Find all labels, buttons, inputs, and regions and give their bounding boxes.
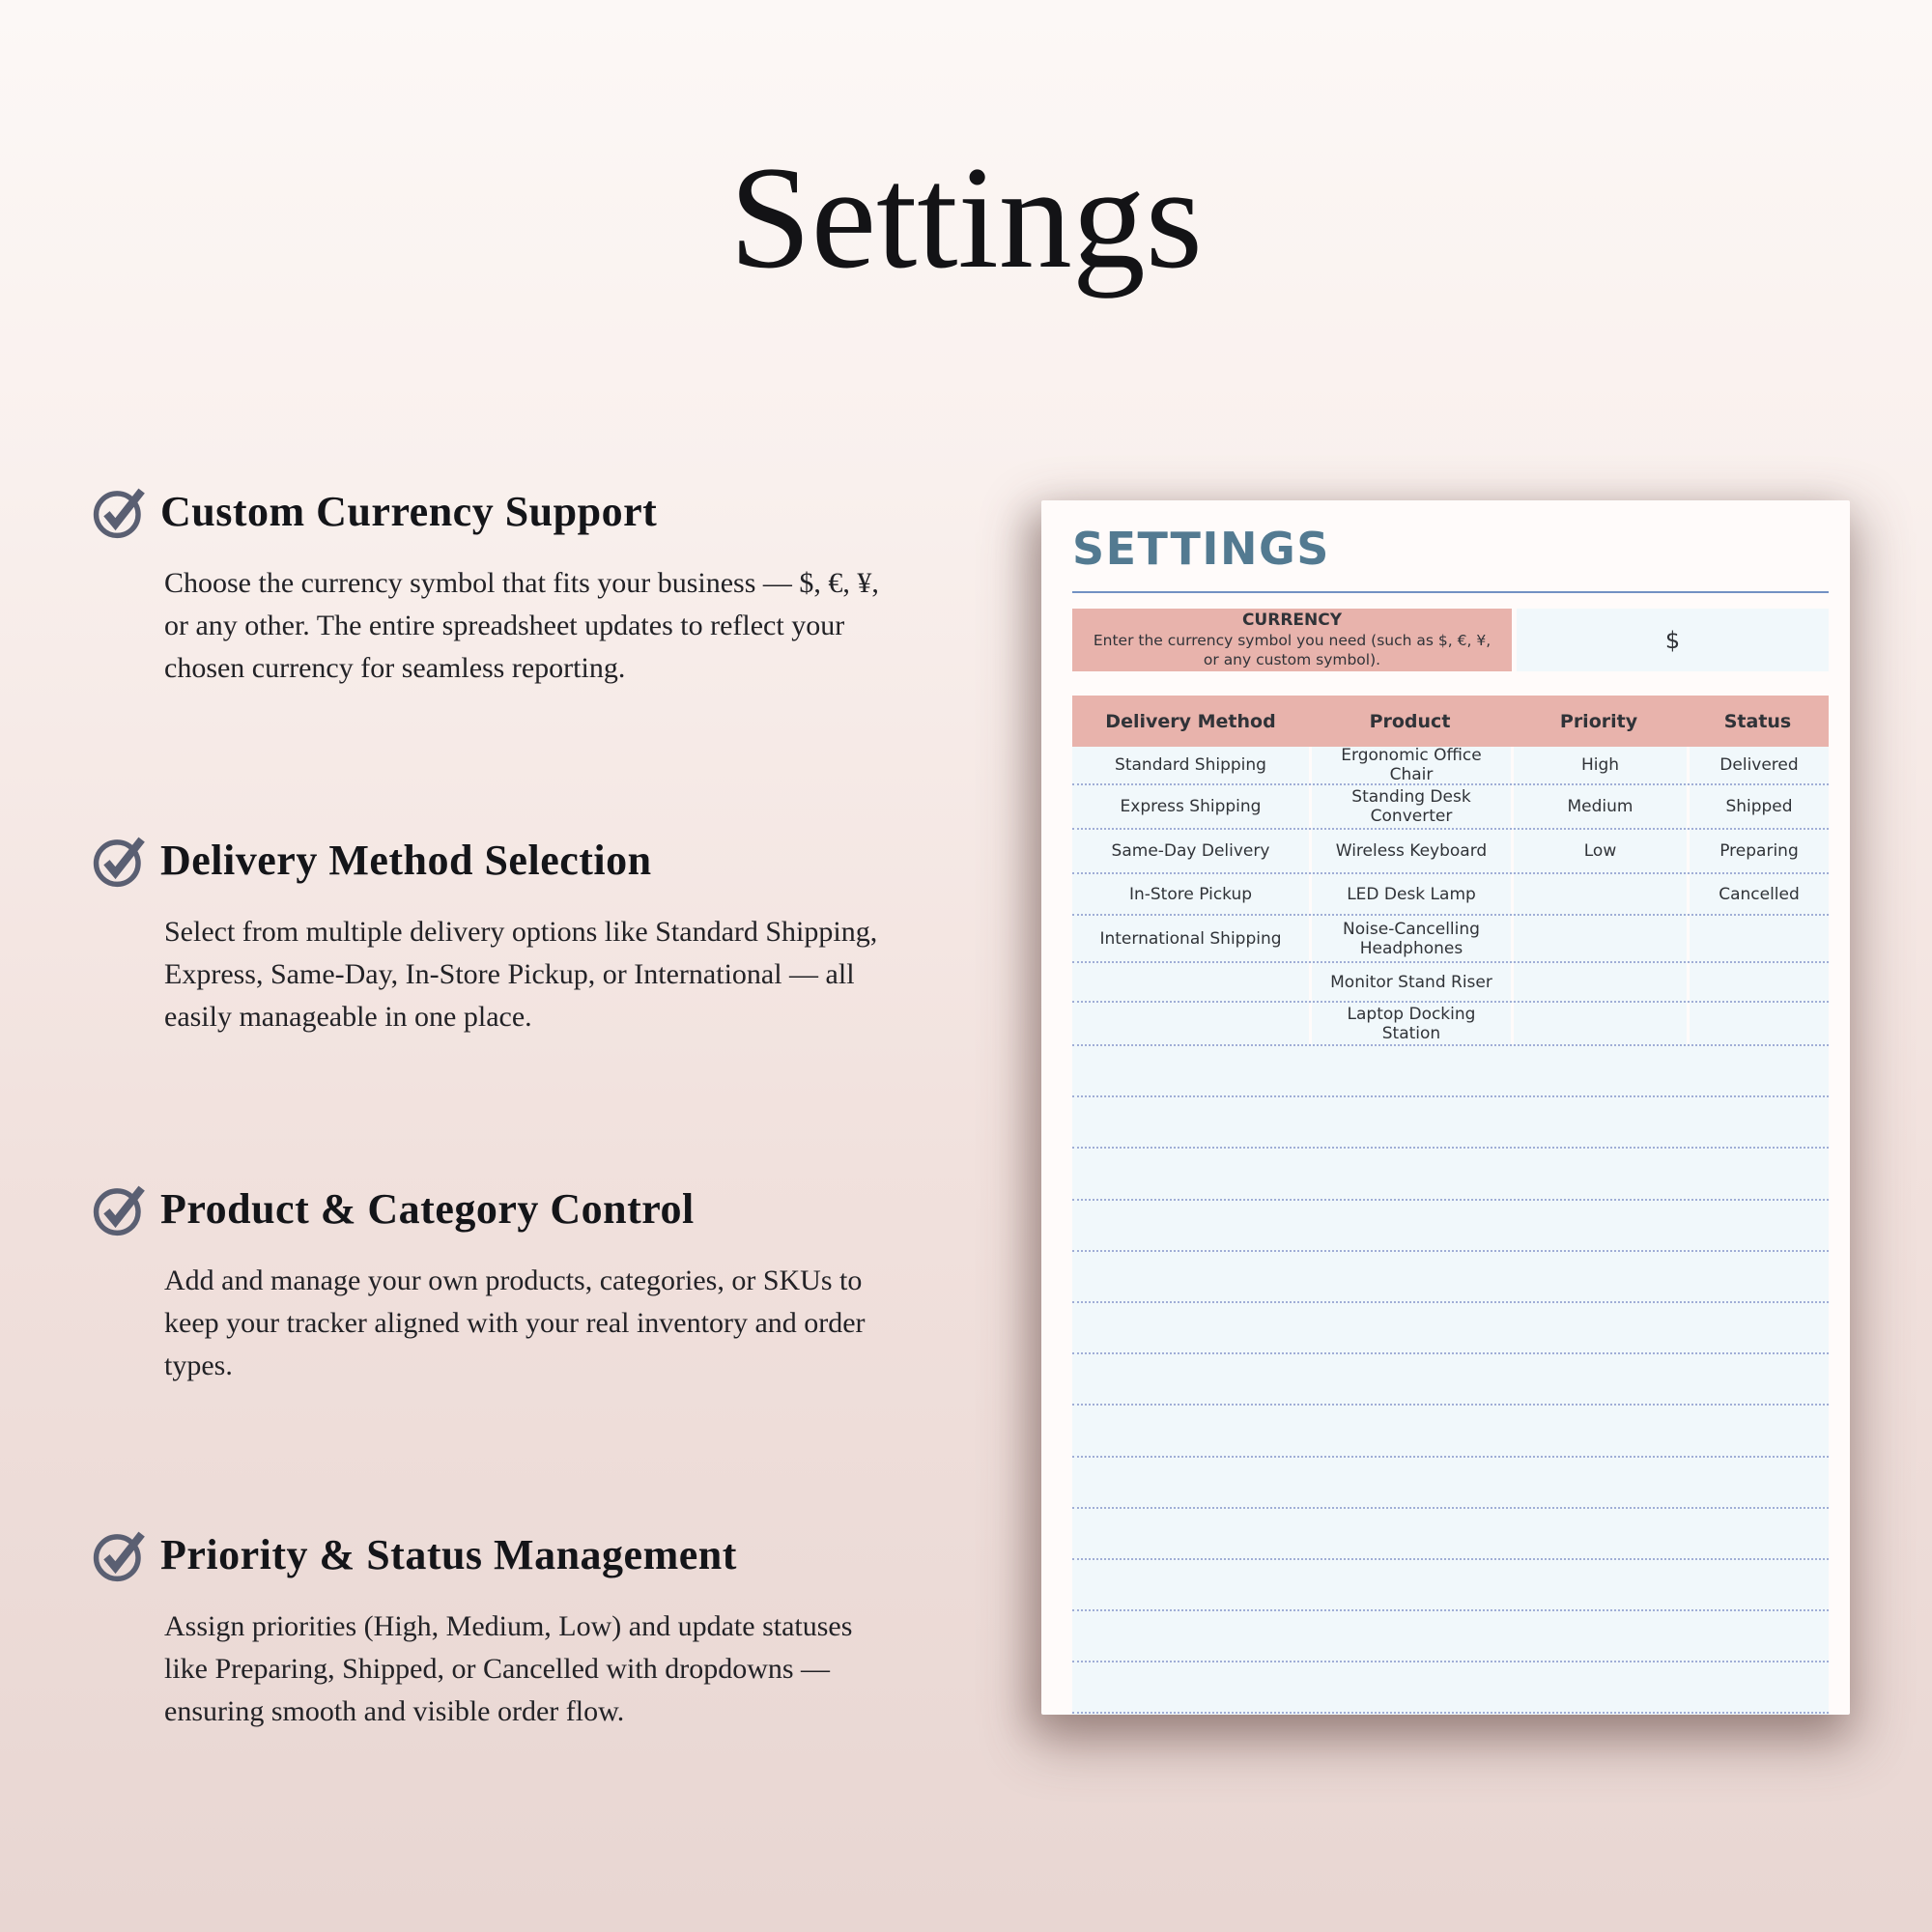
table-header-cell: Product bbox=[1369, 710, 1451, 732]
settings-table bbox=[1072, 696, 1829, 1715]
delivery-method-cell[interactable]: International Shipping bbox=[1099, 928, 1282, 949]
feature-item bbox=[92, 1180, 961, 1387]
table-row bbox=[1072, 785, 1829, 830]
priority-cell[interactable] bbox=[1511, 1003, 1687, 1044]
currency-description: Enter the currency symbol you need (such as $, €, ¥, or any custom symbol). bbox=[1093, 632, 1492, 668]
currency-label-cell bbox=[1072, 609, 1512, 671]
status-cell[interactable]: Shipped bbox=[1687, 785, 1829, 828]
feature-item bbox=[92, 1526, 961, 1733]
table-header-cell: Delivery Method bbox=[1105, 710, 1276, 732]
feature-item bbox=[92, 483, 961, 690]
table-header-cell: Priority bbox=[1559, 710, 1638, 732]
checkmark-icon bbox=[92, 832, 148, 888]
table-row bbox=[1072, 747, 1829, 785]
currency-label: CURRENCY bbox=[1241, 611, 1343, 630]
feature-body-line: easily manageable in one place. bbox=[164, 1001, 532, 1033]
feature-header bbox=[92, 1180, 961, 1236]
table-empty-row bbox=[1072, 1611, 1829, 1662]
table-empty-row bbox=[1072, 1458, 1829, 1509]
table-empty-row bbox=[1072, 1097, 1829, 1149]
status-cell[interactable] bbox=[1687, 916, 1829, 961]
feature-body-line: keep your tracker aligned with your real inventory and order bbox=[164, 1307, 866, 1339]
feature-header bbox=[92, 1526, 961, 1582]
product-cell[interactable]: Laptop Docking Station bbox=[1309, 1003, 1511, 1044]
priority-cell[interactable] bbox=[1511, 963, 1687, 1001]
product-cell[interactable]: Standing Desk Converter bbox=[1309, 785, 1511, 828]
feature-body-line: Add and manage your own products, categories, or SKUs to bbox=[164, 1264, 863, 1296]
product-cell[interactable]: Monitor Stand Riser bbox=[1309, 963, 1511, 1001]
feature-body-line: like Preparing, Shipped, or Cancelled with dropdowns — bbox=[164, 1653, 831, 1685]
feature-body-line: chosen currency for seamless reporting. bbox=[164, 652, 626, 684]
product-cell[interactable]: Noise-Cancelling Headphones bbox=[1309, 916, 1511, 961]
status-cell[interactable]: Cancelled bbox=[1687, 874, 1829, 914]
page-title: Settings bbox=[729, 136, 1203, 298]
feature-header bbox=[92, 483, 961, 539]
status-cell[interactable]: Delivered bbox=[1687, 747, 1829, 783]
table-row bbox=[1072, 963, 1829, 1003]
feature-body-line: Select from multiple delivery options like Standard Shipping, bbox=[164, 916, 878, 948]
priority-cell[interactable] bbox=[1511, 874, 1687, 914]
feature-body bbox=[164, 1605, 961, 1733]
feature-body-line: types. bbox=[164, 1350, 233, 1381]
feature-body-line: Express, Same-Day, In-Store Pickup, or International — all bbox=[164, 958, 855, 990]
feature-item bbox=[92, 832, 961, 1038]
priority-cell[interactable]: Low bbox=[1511, 830, 1687, 872]
currency-section bbox=[1072, 609, 1829, 671]
table-row bbox=[1072, 1003, 1829, 1046]
checkmark-icon bbox=[92, 1180, 148, 1236]
table-empty-row bbox=[1072, 1406, 1829, 1457]
table-empty-row bbox=[1072, 1046, 1829, 1097]
feature-body bbox=[164, 562, 961, 690]
feature-heading: Delivery Method Selection bbox=[160, 836, 652, 884]
spreadsheet-panel bbox=[1041, 500, 1850, 1715]
product-cell[interactable]: LED Desk Lamp bbox=[1309, 874, 1511, 914]
feature-header bbox=[92, 832, 961, 888]
checkmark-icon bbox=[92, 483, 148, 539]
delivery-method-cell[interactable] bbox=[1072, 963, 1309, 1001]
priority-cell[interactable]: High bbox=[1511, 747, 1687, 783]
feature-heading: Custom Currency Support bbox=[160, 487, 658, 535]
table-empty-row bbox=[1072, 1560, 1829, 1611]
feature-body-line: or any other. The entire spreadsheet updates to reflect your bbox=[164, 610, 845, 641]
delivery-method-cell[interactable]: Same-Day Delivery bbox=[1111, 841, 1270, 861]
delivery-method-cell[interactable]: In-Store Pickup bbox=[1128, 884, 1253, 904]
currency-value-cell[interactable]: $ bbox=[1517, 609, 1829, 671]
delivery-method-cell[interactable] bbox=[1072, 1003, 1309, 1044]
table-empty-row bbox=[1072, 1662, 1829, 1714]
table-row bbox=[1072, 830, 1829, 874]
priority-cell[interactable]: Medium bbox=[1511, 785, 1687, 828]
feature-body-line: Assign priorities (High, Medium, Low) and update statuses bbox=[164, 1610, 853, 1642]
product-cell[interactable]: Wireless Keyboard bbox=[1309, 830, 1511, 872]
checkmark-icon bbox=[92, 1526, 148, 1582]
status-cell[interactable] bbox=[1687, 963, 1829, 1001]
product-cell[interactable]: Ergonomic Office Chair bbox=[1309, 747, 1511, 783]
feature-body-line: Choose the currency symbol that fits your business — $, €, ¥, bbox=[164, 567, 879, 599]
feature-heading: Product & Category Control bbox=[160, 1184, 695, 1233]
feature-heading: Priority & Status Management bbox=[160, 1530, 737, 1578]
table-row bbox=[1072, 874, 1829, 916]
empty-rows bbox=[1072, 1046, 1829, 1714]
priority-cell[interactable] bbox=[1511, 916, 1687, 961]
feature-body bbox=[164, 911, 961, 1038]
title-underline bbox=[1072, 591, 1829, 593]
table-empty-row bbox=[1072, 1509, 1829, 1560]
sheet-title: SETTINGS bbox=[1072, 523, 1330, 575]
table-empty-row bbox=[1072, 1354, 1829, 1406]
table-empty-row bbox=[1072, 1201, 1829, 1252]
table-header-row bbox=[1072, 696, 1829, 747]
table-empty-row bbox=[1072, 1252, 1829, 1303]
table-row bbox=[1072, 916, 1829, 963]
table-empty-row bbox=[1072, 1149, 1829, 1200]
delivery-method-cell[interactable]: Standard Shipping bbox=[1115, 755, 1266, 775]
status-cell[interactable] bbox=[1687, 1003, 1829, 1044]
status-cell[interactable]: Preparing bbox=[1687, 830, 1829, 872]
feature-body bbox=[164, 1260, 961, 1387]
delivery-method-cell[interactable]: Express Shipping bbox=[1120, 797, 1262, 816]
table-empty-row bbox=[1072, 1303, 1829, 1354]
table-header-cell: Status bbox=[1723, 710, 1792, 732]
feature-body-line: ensuring smooth and visible order flow. bbox=[164, 1695, 625, 1727]
